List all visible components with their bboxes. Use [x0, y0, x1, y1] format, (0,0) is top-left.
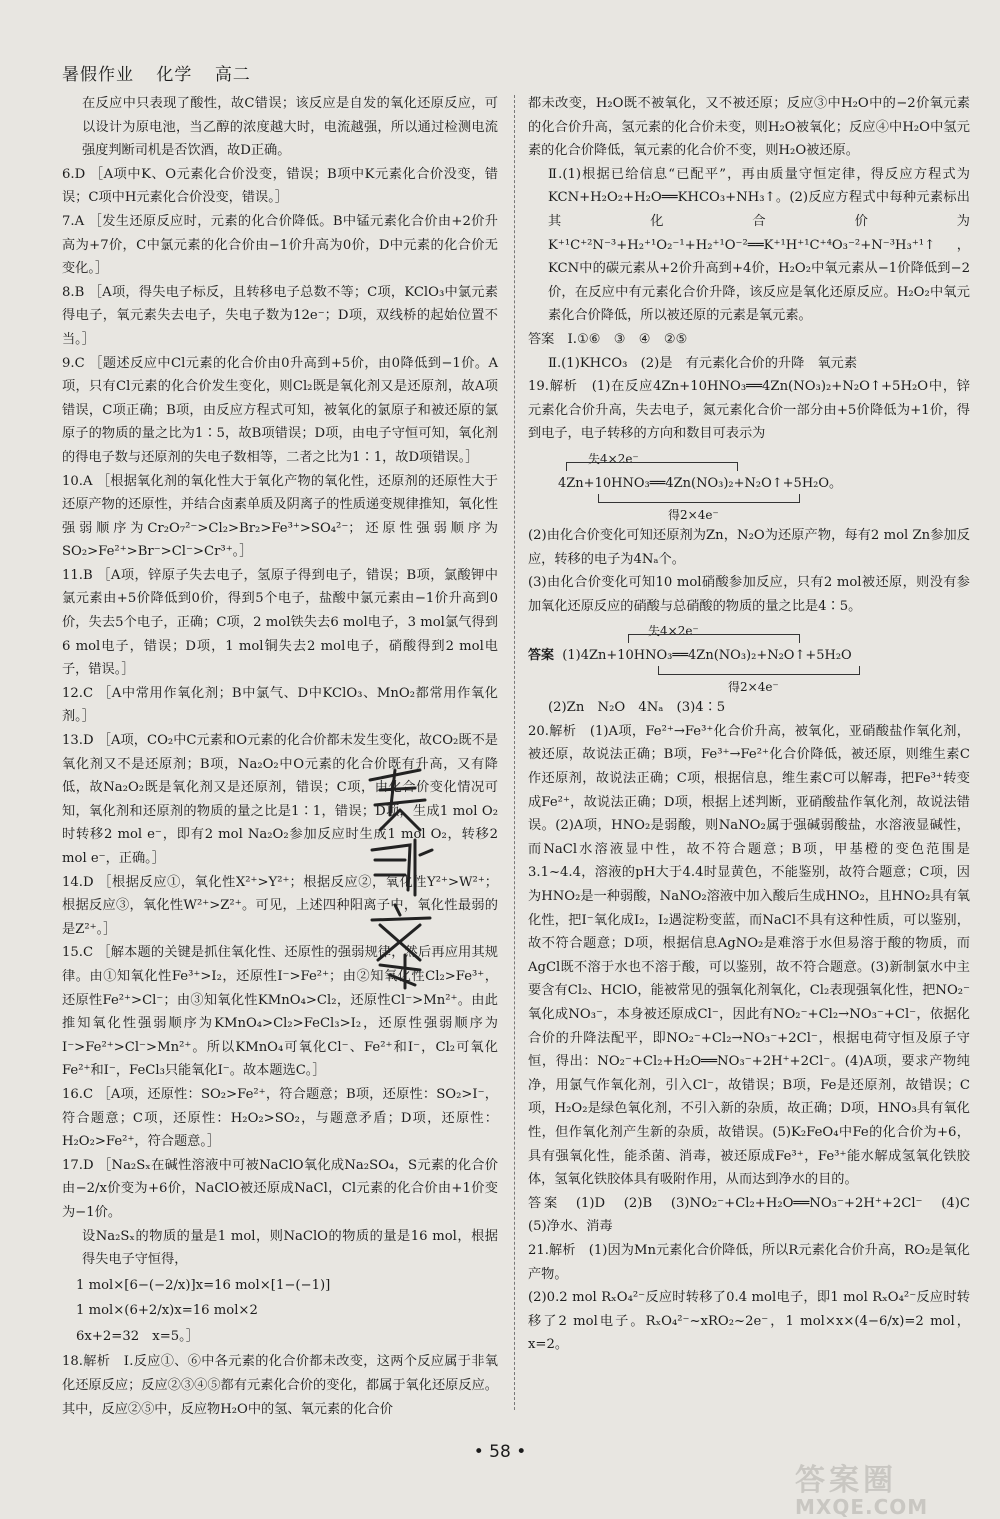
watermark-logo — [795, 1455, 980, 1519]
equation-17-a: 1 mol×[6−(−2/x)]x=16 mol×[1−(−1)] — [76, 1277, 331, 1293]
answer-10: 10.A ［根据氧化剂的氧化性大于氧化产物的氧化性，还原剂的还原性大于还原产物的还原性，并结合卤素单质及阴离子的性质递变规律推知，氧化性强弱顺序为Cr₂O₇²⁻>Cl₂>Br₂>Fe³⁺>SO₄²⁻；还原性强弱顺序为SO₂>Fe²⁺>Br⁻>Cl⁻>Cr³⁺。］ — [62, 473, 498, 560]
right-column — [528, 92, 984, 1417]
answer-19-equation — [528, 644, 852, 668]
diagram-gain-label: 得2×4e⁻ — [668, 507, 719, 522]
answer-19-key: (2)Zn N₂O 4Nₐ (3)4∶5 — [548, 700, 726, 716]
answer-7: 7.A ［发生还原反应时，元素的化合价降低。B中锰元素化合价由+2价升高为+7价，C中氯元素的化合价由−1价升高为0价，D中元素的化合价无变化。］ — [62, 213, 498, 277]
header-book: 暑假作业 — [62, 65, 134, 85]
answer-20: 20.解析 (1)A项，Fe²⁺→Fe³⁺化合价升高，被氧化，亚硝酸盐作氧化剂，被还原，故说法正确；B项，Fe³⁺→Fe²⁺化合价降低，被还原，则维生素C作还原剂，故说法正确；C项，根据信息，维生素C可以解毒，把Fe³⁺转变成Fe²⁺，故说法正确；D项，根据上述判断，亚硝酸盐作氧化剂，故说法错误。(2)A项，HNO₂是弱酸，则NaNO₂属于强碱弱酸盐，水溶液显碱性，而NaCl水溶液显中性，故不符合题意；B项，甲基橙的变色范围是3.1~4.4，溶液的pH大于4.4时显黄色，不能鉴别，故符合题意；C项，因为HNO₂是一种弱酸，NaNO₂溶液中加入酸后生成HNO₂，且HNO₂具有氧化性，把I⁻氧化成I₂，I₂遇淀粉变蓝，而NaCl不具有这种性质，可以鉴别，故不符合题意；D项，根据信息AgNO₂是难溶于水但易溶于酸的物质，而AgCl既不溶于水也不溶于酸，可以鉴别，故不符合题意。(3)新制氯水中主要含有Cl₂、HClO，能被常见的强氧化剂氧化，Cl₂表现强氧化性，把NO₂⁻氧化成NO₃⁻，本身被还原成Cl⁻，因此有NO₂⁻+Cl₂→NO₃⁻+Cl⁻，依据化合价的升降法配平，即NO₂⁻+Cl₂→NO₃⁻+2Cl⁻，根据电荷守恒及原子守恒，得出：NO₂⁻+Cl₂+H₂O══NO₃⁻+2H⁺+2Cl⁻。(4)A项，要求产物纯净，用氯气作氧化剂，引入Cl⁻，故错误；B项，Fe是还原剂，故错误；C项，H₂O₂是绿色氧化剂，不引入新的杂质，故正确；D项，HNO₃具有氧化性，但作氧化剂产生新的杂质，故错误。(5)K₂FeO₄中Fe的化合价为+6，具有强氧化性，能杀菌、消毒，被还原成Fe³⁺，Fe³⁺能水解成氢氧化铁胶体，氢氧化铁胶体具有吸附作用，从而达到净水的目的。 — [528, 723, 970, 1188]
answer-18-part2: Ⅱ.(1)根据已给信息“已配平”，再由质量守恒定律，得反应方程式为KCN+H₂O₂+H₂O══KHCO₃+NH₃↑。(2)反应方程式中每种元素标出其化合价为K⁺¹C⁺²N⁻³+H₂⁺¹O₂⁻¹+H₂⁺¹O⁻²══K⁺¹H⁺¹C⁺⁴O₃⁻²+N⁻³H₃⁺¹↑，KCN中的碳元素从+2价升高到+4价，H₂O₂中氧元素从−1价降低到−2价，在反应中有元素化合价升降，该反应是氧化还原反应。H₂O₂中氧元素化合价降低，所以被还原的元素是氧元素。 — [548, 166, 970, 324]
watermark-title: 答案圈 — [795, 1463, 897, 1498]
answer-13: 13.D ［A项，CO₂中C元素和O元素的化合价都未发生变化，故CO₂既不是氧化剂又不是还原剂；B项，Na₂O₂中O元素的化合价既有升高，又有降低，故Na₂O₂既是氧化剂又是还原剂，错误；C项，由化合价变化情况可知，氧化剂和还原剂的物质的量之比是1∶1，错误；D项，生成1 mol O₂时转移2 mol e⁻，即有2 mol Na₂O₂参加反应时生成1 mol O₂，转移2 mol e⁻，正确。］ — [62, 733, 498, 866]
diagram-bottom-bracket — [598, 494, 800, 503]
answer-19-equation-text: (1)4Zn+10HNO₃══4Zn(NO₃)₂+N₂O↑+5H₂O — [562, 648, 852, 664]
answer-diagram-lose-label: 失4×2e⁻ — [648, 624, 699, 639]
answer-14: 14.D ［根据反应①，氧化性X²⁺>Y²⁺；根据反应②，氧化性Y²⁺>W²⁺；根据反应③，氧化性W²⁺>Z²⁺。可见，上述四种阳离子中，氧化性最弱的是Z²⁺。］ — [62, 874, 498, 937]
answer-diagram-bottom-bracket — [658, 666, 860, 675]
answer-8: 8.B ［A项，得失电子标反，且转移电子总数不等；C项，KClO₃中氯元素得电子，氧元素失去电子，失电子数为12e⁻；D项，双线桥的起始位置不当。］ — [62, 284, 498, 347]
diagram-equation: 4Zn+10HNO₃══4Zn(NO₃)₂+N₂O↑+5H₂O。 — [558, 475, 843, 491]
left-column — [62, 92, 498, 1417]
watermark-url: MXQE.COM — [795, 1495, 929, 1519]
answer-6: 6.D ［A项中K、O元素化合价没变，错误；B项中K元素化合价没变，错误；C项中H元素化合价没变，错误。］ — [62, 166, 498, 206]
column-divider — [514, 95, 515, 1410]
header-subject: 化学 — [156, 65, 193, 85]
page-number: • 58 • — [473, 1442, 527, 1462]
handwritten-annotation — [360, 760, 440, 990]
answer-18-continued: 都未改变，H₂O既不被氧化，又不被还原；反应③中H₂O中的−2价氧元素的化合价升高，氢元素的化合价未变，则H₂O被氧化；反应④中H₂O中氢元素的化合价降低，氧元素的化合价不变，则H₂O被还原。 — [528, 96, 970, 159]
answer-9: 9.C ［题述反应中Cl元素的化合价由0升高到+5价，由0降低到−1价。A项，只有Cl元素的化合价发生变化，则Cl₂既是氧化剂又是还原剂，故A项错误，C项正确；B项，由反应方程式可知，被氧化的氯原子和被还原的氯原子的物质的量之比为1∶5，故B项错误；D项，由电子守恒可知，氧化剂的得电子数与还原剂的失电子数相等，二者之比为1∶1，故D项错误。］ — [62, 355, 498, 465]
answer-11: 11.B ［A项，锌原子失去电子，氢原子得到电子，错误；B项，氯酸钾中氯元素由+5价降低到0价，得到5个电子，盐酸中氯元素由−1价升高到0价，失去5个电子，正确；C项，2 mol铁失去6 mol电子，3 mol氯气得到6 mol电子，错误；D项，1 mol铜失去2 mol电子，硝酸得到2 mol电子，错误。］ — [62, 567, 498, 678]
diagram-lose-label: 失4×2e⁻ — [588, 451, 639, 466]
answer-21: 21.解析 (1)因为Mn元素化合价降低，所以R元素化合价升高，RO₂是氧化产物。 — [528, 1242, 970, 1282]
answer-21-part2: (2)0.2 mol RₓO₄²⁻反应时转移了0.4 mol电子，即1 mol RₓO₄²⁻反应时转移了2 mol电子。RₓO₄²⁻~xRO₂~2e⁻，1 mol×x×(4−6/x)=2 mol，x=2。 — [528, 1290, 970, 1353]
answer-19-label: 答案 — [528, 648, 555, 664]
answer-19-diagram — [528, 620, 970, 695]
answer-diagram-gain-label: 得2×4e⁻ — [728, 680, 779, 695]
answer-5-continued: 在反应中只表现了酸性，故C错误；该反应是自发的氧化还原反应，可以设计为原电池，当乙醇的浓度越大时，电流越强，所以通过检测电流强度判断司机是否饮酒，故D正确。 — [82, 96, 498, 159]
answer-16: 16.C ［A项，还原性：SO₂>Fe²⁺，符合题意；B项，还原性：SO₂>I⁻，符合题意；C项，还原性：H₂O₂>SO₂，与题意矛盾；D项，还原性：H₂O₂>Fe²⁺，符合题意。］ — [62, 1086, 498, 1150]
answer-18-key1: 答案 Ⅰ.①⑥ ③ ④ ②⑤ — [528, 331, 688, 347]
answer-17-setup: 设Na₂Sₓ的物质的量是1 mol，则NaClO的物质的量是16 mol，根据得失电子守恒得， — [82, 1228, 498, 1268]
answer-17: 17.D ［Na₂Sₓ在碱性溶液中可被NaClO氧化成Na₂SO₄，S元素的化合价由−2/x价变为+6价，NaClO被还原成NaCl，Cl元素的化合价由+1价变为−1价。 — [62, 1157, 498, 1220]
answer-18-key2: Ⅱ.(1)KHCO₃ (2)是 有元素化合价的升降 氧元素 — [548, 355, 858, 371]
diagram-top-bracket — [566, 462, 738, 471]
electron-transfer-diagram — [558, 448, 970, 520]
answer-19-part2: (2)由化合价变化可知还原剂为Zn，N₂O为还原产物，每有2 mol Zn参加反应，转移的电子为4Nₐ个。 — [528, 527, 970, 567]
equation-17-c: 6x+2=32 x=5。］ — [76, 1328, 199, 1344]
answer-19: 19.解析 (1)在反应4Zn+10HNO₃══4Zn(NO₃)₂+N₂O↑+5H₂O中，锌元素化合价升高，失去电子，氮元素化合价一部分由+5价降低为+1价，得到电子，电子转移的方向和数目可表示为 — [528, 379, 970, 442]
page-header — [62, 60, 267, 85]
answer-19-part3: (3)由化合价变化可知10 mol硝酸参加反应，只有2 mol被还原，则没有参加氧化还原反应的硝酸与总硝酸的物质的量之比是4∶5。 — [528, 575, 970, 614]
answer-12: 12.C ［A中常用作氧化剂；B中氯气、D中KClO₃、MnO₂都常用作氧化剂。］ — [62, 685, 498, 725]
equation-17-b: 1 mol×(6+2/x)x=16 mol×2 — [76, 1303, 258, 1319]
answer-diagram-top-bracket — [628, 634, 800, 643]
answer-15: 15.C ［解本题的关键是抓住氧化性、还原性的强弱规律，然后再应用其规律。由①知氧化性Fe³⁺>I₂，还原性I⁻>Fe²⁺；由②知氧化性Cl₂>Fe³⁺，还原性Fe²⁺>Cl⁻；由③知氧化性KMnO₄>Cl₂，还原性Cl⁻>Mn²⁺。由此推知氧化性强弱顺序为KMnO₄>Cl₂>FeCl₃>I₂，还原性强弱顺序为I⁻>Fe²⁺>Cl⁻>Mn²⁺。所以KMnO₄可氧化Cl⁻、Fe²⁺和I⁻，Cl₂可氧化Fe²⁺和I⁻，FeCl₃只能氧化I⁻。故本题选C。］ — [62, 945, 498, 1079]
answer-20-key: 答案 (1)D (2)B (3)NO₂⁻+Cl₂+H₂O══NO₃⁻+2H⁺+2Cl⁻ (4)C (5)净水、消毒 — [528, 1195, 984, 1235]
header-grade: 高二 — [214, 65, 251, 85]
answer-18: 18.解析 Ⅰ.反应①、⑥中各元素的化合价都未改变，这两个反应属于非氧化还原反应；反应②③④⑤都有元素化合价的变化，都属于氧化还原反应。其中，反应②⑤中，反应物H₂O中的氢、氧元素的化合价 — [62, 1354, 498, 1417]
